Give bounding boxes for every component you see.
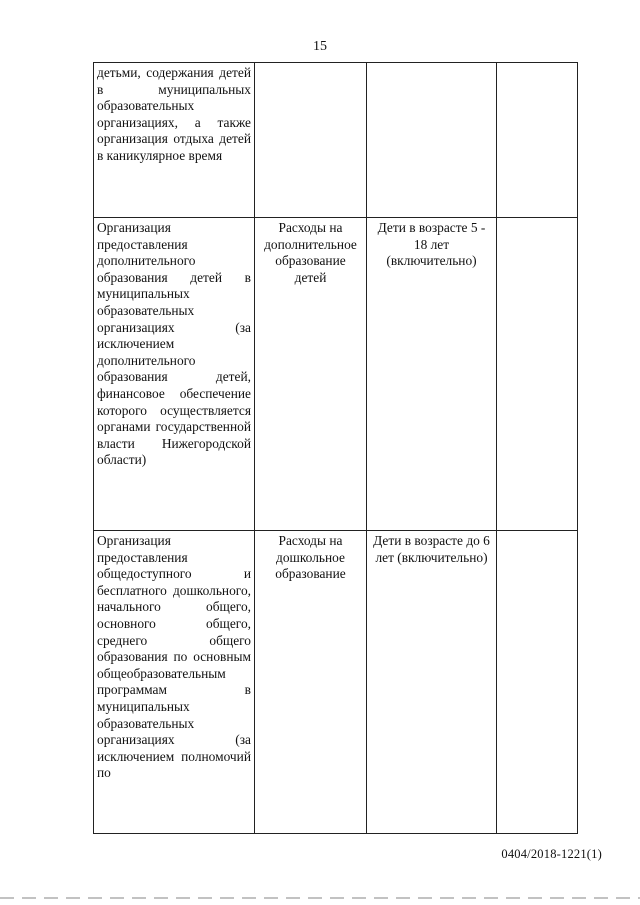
scan-edge-decoration	[0, 897, 640, 899]
table-row	[94, 218, 578, 531]
service-name-cell: Организация предоставления общедоступного и бесплатного дошкольного, начального общего, основного общего, среднего общего образования по основным общеобразовательным программам в муниципальных образовательных организациях (за исключением полномочий по	[94, 531, 255, 834]
extra-cell	[497, 63, 578, 218]
service-name-cell: детьми, содержания детей в муниципальных образовательных организациях, а также организация отдыха детей в каникулярное время	[94, 63, 255, 218]
extra-cell	[497, 218, 578, 531]
extra-cell	[497, 531, 578, 834]
table-row	[94, 63, 578, 218]
expense-cell	[255, 63, 367, 218]
services-table	[93, 62, 578, 834]
service-name-cell: Организация предоставления дополнительного образования детей в муниципальных образовательных организациях (за исключением дополнительного образования детей, финансовое обеспечение которого осуществляется органами государственной власти Нижегородской области)	[94, 218, 255, 531]
expense-cell: Расходы на дошкольное образование	[255, 531, 367, 834]
recipient-category-cell	[367, 63, 497, 218]
recipient-category-cell: Дети в возрасте 5 - 18 лет (включительно)	[367, 218, 497, 531]
expense-cell: Расходы на дополнительное образование детей	[255, 218, 367, 531]
recipient-category-cell: Дети в возрасте до 6 лет (включительно)	[367, 531, 497, 834]
page-number: 15	[313, 39, 327, 54]
document-code: 0404/2018-1221(1)	[501, 847, 602, 861]
table-row	[94, 531, 578, 834]
